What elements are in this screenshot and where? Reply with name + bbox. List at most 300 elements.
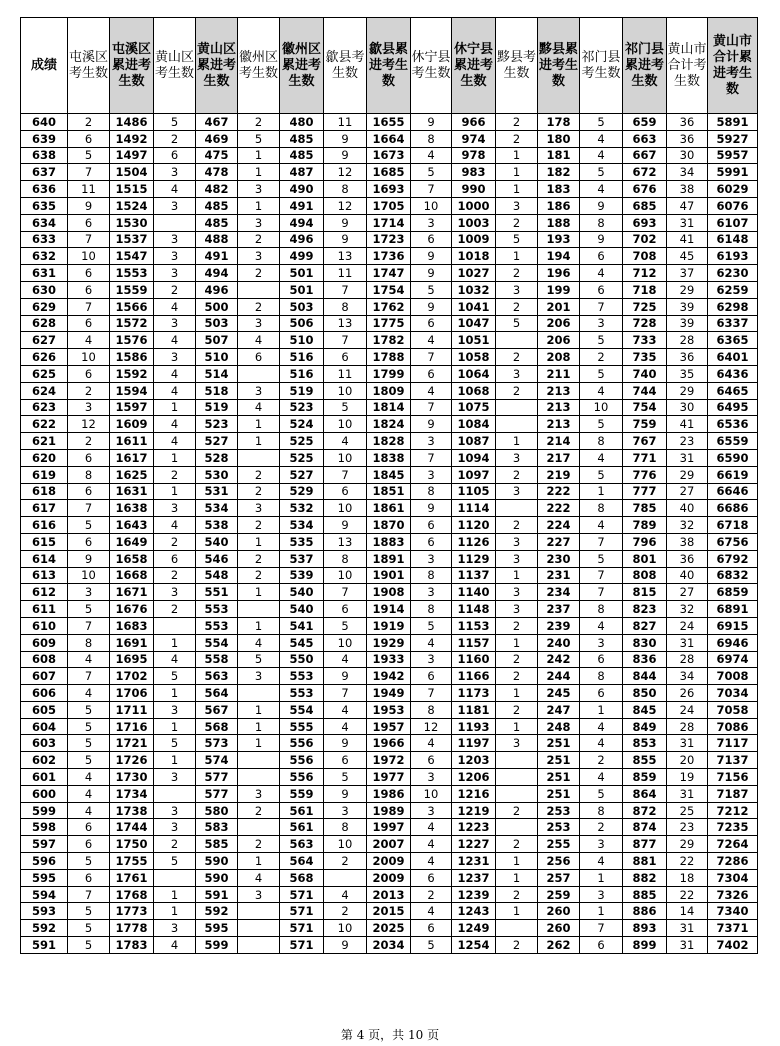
table-cell: 1009 bbox=[452, 231, 496, 248]
table-cell: 559 bbox=[280, 785, 324, 802]
table-cell: 849 bbox=[623, 718, 667, 735]
table-cell: 6 bbox=[580, 651, 623, 668]
table-cell: 4 bbox=[324, 886, 367, 903]
table-cell: 850 bbox=[623, 685, 667, 702]
table-cell: 2 bbox=[580, 819, 623, 836]
table-cell: 9 bbox=[324, 147, 367, 164]
table-cell: 8 bbox=[411, 130, 452, 147]
table-cell: 255 bbox=[538, 836, 580, 853]
header-huangshan-cumulative: 黄山区累进考生数 bbox=[196, 18, 238, 114]
table-cell: 10 bbox=[324, 500, 367, 517]
table-cell: 9 bbox=[411, 298, 452, 315]
table-row bbox=[21, 701, 758, 718]
table-row bbox=[21, 164, 758, 181]
table-cell: 1 bbox=[496, 903, 538, 920]
table-row bbox=[21, 231, 758, 248]
table-cell: 6 bbox=[154, 147, 196, 164]
table-cell: 4 bbox=[411, 853, 452, 870]
table-cell: 1691 bbox=[110, 634, 154, 651]
table-cell: 725 bbox=[623, 298, 667, 315]
table-cell: 10 bbox=[324, 382, 367, 399]
table-cell: 7 bbox=[324, 584, 367, 601]
table-cell: 1 bbox=[580, 701, 623, 718]
table-cell: 19 bbox=[667, 769, 708, 786]
table-cell: 1068 bbox=[452, 382, 496, 399]
table-cell: 1 bbox=[496, 853, 538, 870]
table-cell: 785 bbox=[623, 500, 667, 517]
table-cell: 510 bbox=[280, 332, 324, 349]
table-cell: 815 bbox=[623, 584, 667, 601]
table-cell: 253 bbox=[538, 802, 580, 819]
table-cell: 535 bbox=[280, 533, 324, 550]
table-cell: 2 bbox=[496, 701, 538, 718]
table-cell: 978 bbox=[452, 147, 496, 164]
table-cell: 181 bbox=[538, 147, 580, 164]
score-cell: 606 bbox=[21, 685, 68, 702]
score-cell: 594 bbox=[21, 886, 68, 903]
table-cell bbox=[154, 617, 196, 634]
table-row bbox=[21, 466, 758, 483]
table-cell: 1 bbox=[238, 718, 280, 735]
table-cell: 5 bbox=[238, 651, 280, 668]
table-cell: 6792 bbox=[708, 550, 758, 567]
table-cell: 2 bbox=[154, 836, 196, 853]
table-cell: 2 bbox=[238, 114, 280, 131]
table-cell: 1783 bbox=[110, 937, 154, 954]
table-cell: 1 bbox=[238, 701, 280, 718]
table-cell: 262 bbox=[538, 937, 580, 954]
table-cell: 1497 bbox=[110, 147, 154, 164]
table-cell: 6 bbox=[68, 365, 110, 382]
table-cell: 7117 bbox=[708, 735, 758, 752]
table-cell: 4 bbox=[154, 365, 196, 382]
table-row bbox=[21, 517, 758, 534]
table-cell: 7326 bbox=[708, 886, 758, 903]
table-cell: 256 bbox=[538, 853, 580, 870]
table-cell: 8 bbox=[68, 466, 110, 483]
table-cell: 8 bbox=[324, 819, 367, 836]
table-cell: 874 bbox=[623, 819, 667, 836]
table-cell: 467 bbox=[196, 114, 238, 131]
table-cell: 7 bbox=[324, 281, 367, 298]
table-cell: 5 bbox=[68, 920, 110, 937]
table-cell bbox=[238, 937, 280, 954]
table-cell: 40 bbox=[667, 500, 708, 517]
table-cell: 35 bbox=[667, 365, 708, 382]
table-cell: 4 bbox=[411, 836, 452, 853]
table-cell: 563 bbox=[196, 668, 238, 685]
table-cell: 1 bbox=[496, 181, 538, 198]
table-cell: 7 bbox=[580, 298, 623, 315]
table-cell: 1611 bbox=[110, 433, 154, 450]
table-cell: 548 bbox=[196, 567, 238, 584]
table-cell: 2 bbox=[238, 298, 280, 315]
table-cell: 1762 bbox=[367, 298, 411, 315]
table-cell: 6230 bbox=[708, 265, 758, 282]
table-cell: 859 bbox=[623, 769, 667, 786]
table-cell: 693 bbox=[623, 214, 667, 231]
table-cell: 1809 bbox=[367, 382, 411, 399]
table-cell: 503 bbox=[280, 298, 324, 315]
table-cell: 6536 bbox=[708, 416, 758, 433]
table-body bbox=[21, 114, 758, 954]
table-cell: 4 bbox=[238, 869, 280, 886]
table-cell: 211 bbox=[538, 365, 580, 382]
table-cell: 2 bbox=[496, 517, 538, 534]
table-cell: 540 bbox=[196, 533, 238, 550]
table-cell: 556 bbox=[280, 735, 324, 752]
table-cell: 1714 bbox=[367, 214, 411, 231]
table-cell: 4 bbox=[324, 433, 367, 450]
table-cell: 872 bbox=[623, 802, 667, 819]
table-cell: 182 bbox=[538, 164, 580, 181]
table-cell: 22 bbox=[667, 886, 708, 903]
table-cell: 1 bbox=[154, 886, 196, 903]
table-cell: 1504 bbox=[110, 164, 154, 181]
table-cell: 1775 bbox=[367, 315, 411, 332]
table-cell: 6646 bbox=[708, 483, 758, 500]
table-cell: 1 bbox=[238, 617, 280, 634]
table-cell: 31 bbox=[667, 920, 708, 937]
table-cell: 7034 bbox=[708, 685, 758, 702]
table-cell: 1 bbox=[238, 533, 280, 550]
table-cell: 561 bbox=[280, 819, 324, 836]
table-cell: 1 bbox=[154, 399, 196, 416]
table-cell: 4 bbox=[411, 332, 452, 349]
table-cell: 6 bbox=[238, 349, 280, 366]
table-cell: 9 bbox=[68, 550, 110, 567]
table-cell: 1 bbox=[580, 483, 623, 500]
table-cell: 1530 bbox=[110, 214, 154, 231]
table-row bbox=[21, 433, 758, 450]
table-cell: 6 bbox=[68, 836, 110, 853]
table-cell: 1649 bbox=[110, 533, 154, 550]
table-cell: 1041 bbox=[452, 298, 496, 315]
table-cell: 1 bbox=[154, 718, 196, 735]
table-cell: 534 bbox=[196, 500, 238, 517]
table-cell: 5 bbox=[68, 752, 110, 769]
table-cell: 556 bbox=[280, 752, 324, 769]
table-cell: 8 bbox=[580, 802, 623, 819]
table-cell: 206 bbox=[538, 315, 580, 332]
table-cell: 7 bbox=[68, 231, 110, 248]
table-cell bbox=[238, 769, 280, 786]
table-cell: 733 bbox=[623, 332, 667, 349]
table-cell: 1027 bbox=[452, 265, 496, 282]
table-cell: 1 bbox=[496, 164, 538, 181]
table-cell: 564 bbox=[196, 685, 238, 702]
table-cell: 1 bbox=[580, 869, 623, 886]
table-row bbox=[21, 500, 758, 517]
score-cell: 635 bbox=[21, 197, 68, 214]
table-cell: 1 bbox=[496, 248, 538, 265]
table-cell: 11 bbox=[324, 365, 367, 382]
table-cell: 663 bbox=[623, 130, 667, 147]
table-cell: 1716 bbox=[110, 718, 154, 735]
table-cell: 9 bbox=[411, 416, 452, 433]
header-shexian-count: 歙县考生数 bbox=[324, 18, 367, 114]
table-cell: 10 bbox=[324, 634, 367, 651]
table-cell bbox=[238, 281, 280, 298]
table-cell: 3 bbox=[496, 197, 538, 214]
table-cell: 1075 bbox=[452, 399, 496, 416]
table-cell: 712 bbox=[623, 265, 667, 282]
score-cell: 633 bbox=[21, 231, 68, 248]
table-cell: 595 bbox=[196, 920, 238, 937]
table-cell: 206 bbox=[538, 332, 580, 349]
table-cell: 213 bbox=[538, 399, 580, 416]
table-cell: 523 bbox=[196, 416, 238, 433]
table-cell: 188 bbox=[538, 214, 580, 231]
table-cell: 4 bbox=[411, 819, 452, 836]
table-cell: 27 bbox=[667, 584, 708, 601]
table-cell: 234 bbox=[538, 584, 580, 601]
table-cell: 2 bbox=[496, 214, 538, 231]
table-cell: 5 bbox=[68, 601, 110, 618]
table-cell: 9 bbox=[68, 197, 110, 214]
score-cell: 605 bbox=[21, 701, 68, 718]
table-cell: 6 bbox=[68, 869, 110, 886]
header-huizhou-count: 徽州区考生数 bbox=[238, 18, 280, 114]
table-cell: 2 bbox=[496, 349, 538, 366]
header-qimen-cumulative: 祁门县累进考生数 bbox=[623, 18, 667, 114]
table-cell: 2 bbox=[496, 802, 538, 819]
table-cell: 744 bbox=[623, 382, 667, 399]
table-cell: 1693 bbox=[367, 181, 411, 198]
table-cell: 1989 bbox=[367, 802, 411, 819]
table-cell: 6298 bbox=[708, 298, 758, 315]
table-cell: 1778 bbox=[110, 920, 154, 937]
table-cell: 3 bbox=[68, 399, 110, 416]
table-cell: 178 bbox=[538, 114, 580, 131]
table-cell: 4 bbox=[154, 382, 196, 399]
table-cell: 844 bbox=[623, 668, 667, 685]
table-cell: 8 bbox=[411, 567, 452, 584]
table-cell: 5891 bbox=[708, 114, 758, 131]
table-cell: 9 bbox=[411, 500, 452, 517]
table-cell: 7 bbox=[411, 181, 452, 198]
table-cell: 5 bbox=[68, 937, 110, 954]
table-cell: 3 bbox=[411, 550, 452, 567]
score-cell: 631 bbox=[21, 265, 68, 282]
table-cell: 6 bbox=[154, 550, 196, 567]
table-cell: 1586 bbox=[110, 349, 154, 366]
table-cell: 5 bbox=[580, 416, 623, 433]
table-cell: 801 bbox=[623, 550, 667, 567]
table-cell: 29 bbox=[667, 382, 708, 399]
table-cell: 886 bbox=[623, 903, 667, 920]
table-cell: 525 bbox=[280, 433, 324, 450]
table-cell: 6029 bbox=[708, 181, 758, 198]
table-cell: 4 bbox=[154, 298, 196, 315]
table-cell: 12 bbox=[324, 164, 367, 181]
table-cell: 8 bbox=[324, 550, 367, 567]
table-cell: 224 bbox=[538, 517, 580, 534]
table-cell: 567 bbox=[196, 701, 238, 718]
table-cell: 1223 bbox=[452, 819, 496, 836]
table-cell: 546 bbox=[196, 550, 238, 567]
table-cell: 4 bbox=[580, 265, 623, 282]
table-cell: 1972 bbox=[367, 752, 411, 769]
table-cell: 28 bbox=[667, 718, 708, 735]
table-cell: 8 bbox=[580, 433, 623, 450]
table-cell: 590 bbox=[196, 853, 238, 870]
table-cell: 1768 bbox=[110, 886, 154, 903]
table-cell: 1193 bbox=[452, 718, 496, 735]
table-cell: 4 bbox=[411, 147, 452, 164]
table-cell bbox=[238, 819, 280, 836]
table-row bbox=[21, 819, 758, 836]
table-cell: 480 bbox=[280, 114, 324, 131]
table-cell: 2 bbox=[496, 298, 538, 315]
table-cell: 553 bbox=[196, 601, 238, 618]
table-cell: 1949 bbox=[367, 685, 411, 702]
table-cell: 7156 bbox=[708, 769, 758, 786]
table-cell: 7212 bbox=[708, 802, 758, 819]
table-cell: 231 bbox=[538, 567, 580, 584]
table-cell: 1 bbox=[238, 433, 280, 450]
table-cell: 3 bbox=[238, 500, 280, 517]
table-cell: 1828 bbox=[367, 433, 411, 450]
table-cell: 5 bbox=[580, 114, 623, 131]
table-cell: 1003 bbox=[452, 214, 496, 231]
table-cell: 1 bbox=[238, 147, 280, 164]
table-cell: 222 bbox=[538, 500, 580, 517]
table-cell: 3 bbox=[324, 802, 367, 819]
table-cell: 41 bbox=[667, 416, 708, 433]
table-cell: 4 bbox=[238, 399, 280, 416]
table-cell: 776 bbox=[623, 466, 667, 483]
table-cell: 9 bbox=[324, 735, 367, 752]
table-cell: 482 bbox=[196, 181, 238, 198]
table-cell: 5 bbox=[68, 517, 110, 534]
table-cell: 491 bbox=[196, 248, 238, 265]
table-cell: 1929 bbox=[367, 634, 411, 651]
table-row bbox=[21, 937, 758, 954]
table-cell: 501 bbox=[280, 265, 324, 282]
table-cell: 478 bbox=[196, 164, 238, 181]
table-cell bbox=[496, 399, 538, 416]
table-cell: 5927 bbox=[708, 130, 758, 147]
table-cell: 1553 bbox=[110, 265, 154, 282]
table-cell: 3 bbox=[580, 634, 623, 651]
table-cell: 494 bbox=[280, 214, 324, 231]
table-cell: 7 bbox=[411, 349, 452, 366]
table-cell: 568 bbox=[196, 718, 238, 735]
table-cell: 13 bbox=[324, 533, 367, 550]
table-cell: 41 bbox=[667, 231, 708, 248]
table-cell: 1173 bbox=[452, 685, 496, 702]
table-row bbox=[21, 181, 758, 198]
table-cell: 26 bbox=[667, 685, 708, 702]
score-cell: 618 bbox=[21, 483, 68, 500]
table-row bbox=[21, 449, 758, 466]
table-cell: 257 bbox=[538, 869, 580, 886]
table-cell bbox=[238, 920, 280, 937]
table-cell: 540 bbox=[280, 584, 324, 601]
table-row bbox=[21, 567, 758, 584]
table-cell: 4 bbox=[68, 651, 110, 668]
table-cell: 6756 bbox=[708, 533, 758, 550]
table-cell: 1744 bbox=[110, 819, 154, 836]
table-cell: 1537 bbox=[110, 231, 154, 248]
table-cell: 2 bbox=[154, 533, 196, 550]
table-cell: 4 bbox=[411, 382, 452, 399]
table-cell: 8 bbox=[411, 601, 452, 618]
table-row bbox=[21, 349, 758, 366]
header-qimen-count: 祁门县考生数 bbox=[580, 18, 623, 114]
table-cell: 25 bbox=[667, 802, 708, 819]
table-cell: 5 bbox=[68, 853, 110, 870]
table-cell: 27 bbox=[667, 483, 708, 500]
table-row bbox=[21, 265, 758, 282]
table-cell: 1673 bbox=[367, 147, 411, 164]
table-cell: 4 bbox=[154, 517, 196, 534]
table-cell: 537 bbox=[280, 550, 324, 567]
table-cell: 1 bbox=[154, 483, 196, 500]
table-cell: 2 bbox=[154, 130, 196, 147]
table-row bbox=[21, 634, 758, 651]
table-cell: 6 bbox=[68, 533, 110, 550]
table-cell: 2 bbox=[496, 836, 538, 853]
table-cell: 519 bbox=[196, 399, 238, 416]
table-cell: 1486 bbox=[110, 114, 154, 131]
table-cell: 28 bbox=[667, 651, 708, 668]
score-cell: 628 bbox=[21, 315, 68, 332]
table-row bbox=[21, 802, 758, 819]
table-cell: 6 bbox=[68, 130, 110, 147]
table-cell: 24 bbox=[667, 617, 708, 634]
table-cell: 845 bbox=[623, 701, 667, 718]
table-cell: 2025 bbox=[367, 920, 411, 937]
table-cell: 5 bbox=[154, 114, 196, 131]
table-cell: 1 bbox=[154, 752, 196, 769]
table-cell: 3 bbox=[238, 315, 280, 332]
table-cell: 2 bbox=[68, 114, 110, 131]
table-cell bbox=[496, 785, 538, 802]
table-cell: 3 bbox=[68, 584, 110, 601]
table-cell: 242 bbox=[538, 651, 580, 668]
score-cell: 609 bbox=[21, 634, 68, 651]
table-cell: 4 bbox=[580, 769, 623, 786]
table-cell: 245 bbox=[538, 685, 580, 702]
table-cell: 2 bbox=[496, 668, 538, 685]
table-row bbox=[21, 248, 758, 265]
header-xiuning-count: 休宁县考生数 bbox=[411, 18, 452, 114]
table-cell: 37 bbox=[667, 265, 708, 282]
table-cell: 4 bbox=[580, 181, 623, 198]
table-cell: 6915 bbox=[708, 617, 758, 634]
table-cell: 3 bbox=[238, 181, 280, 198]
table-cell: 516 bbox=[280, 365, 324, 382]
table-cell: 5 bbox=[580, 164, 623, 181]
score-cell: 623 bbox=[21, 399, 68, 416]
table-cell: 488 bbox=[196, 231, 238, 248]
table-cell: 3 bbox=[411, 651, 452, 668]
table-cell: 554 bbox=[196, 634, 238, 651]
table-row bbox=[21, 550, 758, 567]
table-cell: 1547 bbox=[110, 248, 154, 265]
score-cell: 638 bbox=[21, 147, 68, 164]
table-cell: 7235 bbox=[708, 819, 758, 836]
header-huizhou-cumulative: 徽州区累进考生数 bbox=[280, 18, 324, 114]
table-cell: 4 bbox=[580, 130, 623, 147]
table-cell: 6337 bbox=[708, 315, 758, 332]
table-cell: 1 bbox=[496, 567, 538, 584]
table-cell: 507 bbox=[196, 332, 238, 349]
table-cell: 1883 bbox=[367, 533, 411, 550]
table-cell: 2 bbox=[496, 886, 538, 903]
